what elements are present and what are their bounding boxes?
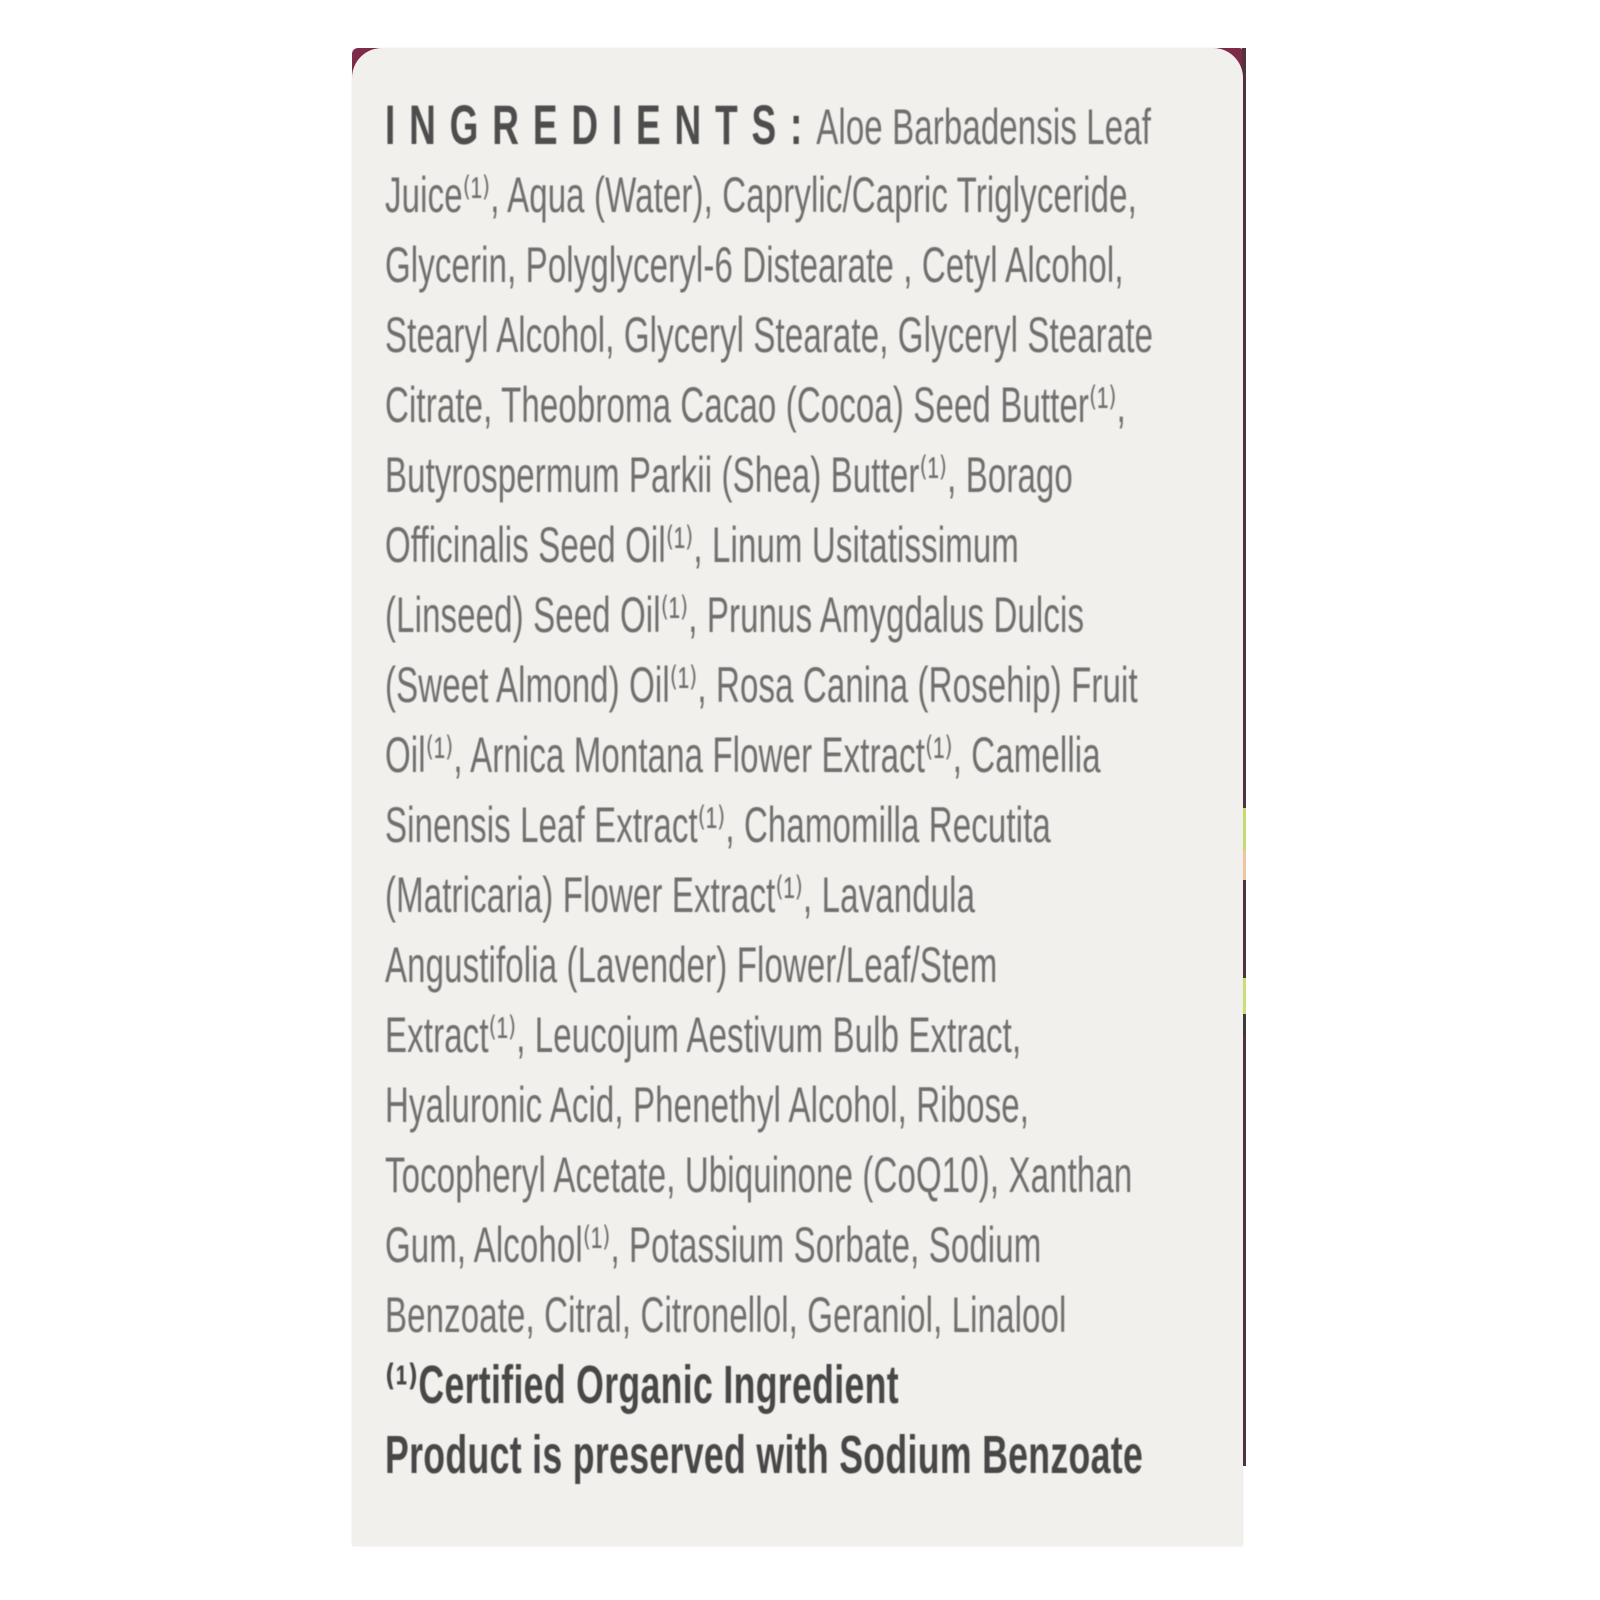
ingredient-line-text: Aloe Barbadensis Leaf <box>816 99 1152 155</box>
ingredients-heading: INGREDIENTS: <box>385 93 817 156</box>
ingredient-line: Butyrospermum Parkii (Shea) Butter⁽¹⁾, Borago <box>385 447 1073 503</box>
ingredient-line: Angustifolia (Lavender) Flower/Leaf/Stem <box>385 937 998 993</box>
ingredient-line <box>385 90 1152 160</box>
ingredient-line: Benzoate, Citral, Citronellol, Geraniol, Linalool <box>385 1287 1067 1343</box>
ingredient-line: Sinensis Leaf Extract⁽¹⁾, Chamomilla Recutita <box>385 797 1051 853</box>
ingredient-line: Juice⁽¹⁾, Aqua (Water), Caprylic/Capric Triglyceride, <box>385 167 1137 223</box>
footnote-preservative: Product is preserved with Sodium Benzoate <box>385 1425 1144 1485</box>
ingredient-line: Oil⁽¹⁾, Arnica Montana Flower Extract⁽¹⁾, Camellia <box>385 727 1101 783</box>
ingredients-label <box>352 48 1243 1546</box>
footnote-certified-organic: ⁽¹⁾Certified Organic Ingredient <box>385 1355 899 1415</box>
ingredient-line: Extract⁽¹⁾, Leucojum Aestivum Bulb Extract, <box>385 1007 1022 1063</box>
ingredient-line: Gum, Alcohol⁽¹⁾, Potassium Sorbate, Sodium <box>385 1217 1042 1273</box>
ingredient-line: (Sweet Almond) Oil⁽¹⁾, Rosa Canina (Rosehip) Fruit <box>385 657 1138 713</box>
ingredient-line: Stearyl Alcohol, Glyceryl Stearate, Glyceryl Stearate <box>385 307 1154 363</box>
ingredient-line: (Linseed) Seed Oil⁽¹⁾, Prunus Amygdalus Dulcis <box>385 587 1085 643</box>
ingredient-line: Officinalis Seed Oil⁽¹⁾, Linum Usitatissimum <box>385 517 1019 573</box>
ingredient-line: Hyaluronic Acid, Phenethyl Alcohol, Ribose, <box>385 1077 1030 1133</box>
ingredient-line: (Matricaria) Flower Extract⁽¹⁾, Lavandula <box>385 867 976 923</box>
ingredient-line: Tocopheryl Acetate, Ubiquinone (CoQ10), Xanthan <box>385 1147 1133 1203</box>
ingredients-text <box>385 90 1225 1490</box>
ingredient-line: Citrate, Theobroma Cacao (Cocoa) Seed Butter⁽¹⁾, <box>385 377 1126 433</box>
ingredient-line: Glycerin, Polyglyceryl-6 Distearate , Cetyl Alcohol, <box>385 237 1124 293</box>
